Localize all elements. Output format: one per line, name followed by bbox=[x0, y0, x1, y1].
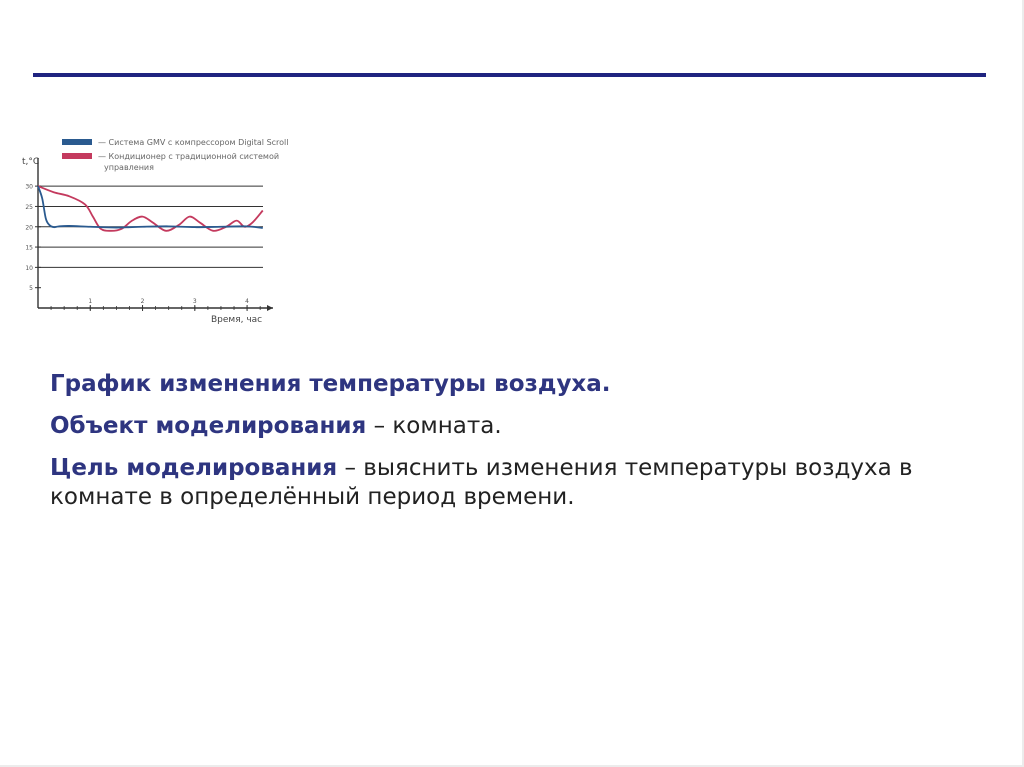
top-divider bbox=[33, 73, 986, 77]
y-tick-label: 15 bbox=[25, 244, 33, 252]
chart-caption-text: График изменения температуры воздуха. bbox=[50, 371, 611, 397]
chart-legend bbox=[62, 138, 288, 172]
legend-label-conventional-line2: управления bbox=[104, 163, 154, 172]
model-goal-line bbox=[50, 454, 990, 512]
y-tick-label: 5 bbox=[29, 285, 33, 293]
legend-label-conventional bbox=[98, 152, 282, 172]
y-tick-label: 30 bbox=[25, 183, 33, 191]
x-tick-label: 4 bbox=[245, 298, 250, 305]
chart-caption bbox=[50, 370, 990, 399]
legend-swatch-conventional bbox=[62, 153, 92, 159]
x-tick-label: 3 bbox=[192, 298, 197, 305]
chart-svg bbox=[18, 130, 288, 330]
y-tick-label: 25 bbox=[25, 203, 33, 211]
series-line-conventional bbox=[38, 186, 263, 231]
legend-swatch-gmv bbox=[62, 139, 92, 145]
y-tick-label: 10 bbox=[25, 264, 33, 272]
model-object-label: Объект моделирования bbox=[50, 413, 367, 439]
temperature-chart bbox=[18, 130, 288, 330]
x-axis-arrow bbox=[267, 305, 273, 311]
model-object-value: – комната. bbox=[366, 413, 502, 439]
model-goal-value: – выяснить изменения температуры воздуха в комнате в определённый период времени. bbox=[50, 455, 913, 510]
plot-area bbox=[25, 158, 273, 311]
x-tick-label: 1 bbox=[88, 298, 93, 305]
legend-label-conventional-line1: — Кондиционер с традиционной системой bbox=[98, 152, 280, 161]
x-tick-label: 2 bbox=[140, 298, 145, 305]
model-object-line bbox=[50, 412, 990, 441]
description-block bbox=[50, 370, 990, 525]
x-axis-label: Время, час bbox=[211, 315, 263, 325]
model-goal-label: Цель моделирования bbox=[50, 455, 338, 481]
y-axis-label: t,°C bbox=[22, 157, 40, 167]
y-tick-label: 20 bbox=[25, 224, 33, 232]
legend-label-gmv: — Система GMV с компрессором Digital Scroll bbox=[98, 138, 288, 147]
